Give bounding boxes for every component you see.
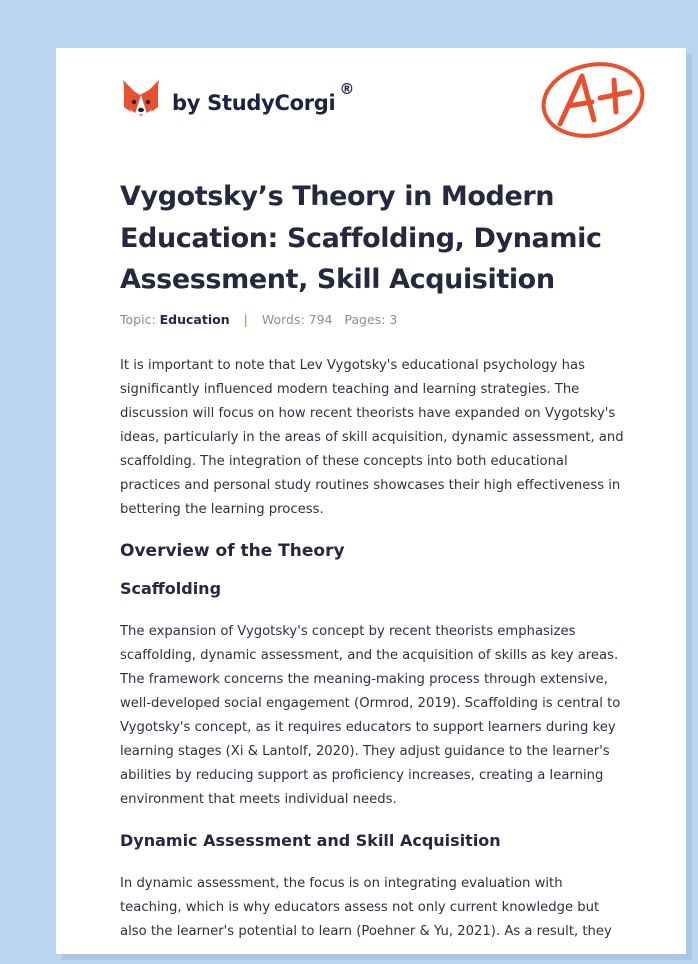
header	[120, 76, 354, 122]
dynamic-assessment-paragraph: In dynamic assessment, the focus is on integrating evaluation with teaching, which is why educators assess not only current knowledge but also the learner's potential to learn (Poehner & Yu, 2021). As a result, they	[120, 876, 612, 939]
intro-paragraph: It is important to note that Lev Vygotsky's educational psychology has significantly influenced modern teaching and learning strategies. The discussion will focus on how recent theorists have expanded on Vygotsky's ideas, particularly in the areas of skill acquisition, dynamic assessment, and scaffolding. The integration of these concepts into both educational practices and personal study routines showcases their high effectiveness in bettering the learning process.	[120, 358, 624, 517]
meta-separator: |	[243, 312, 248, 327]
word-count: Words: 794	[261, 312, 333, 327]
registered-mark: ®	[339, 80, 355, 98]
scaffolding-paragraph: The expansion of Vygotsky's concept by recent theorists emphasizes scaffolding, dynamic assessment, and the acquisition of skills as key areas. The framework concerns the meaning-making process through extensive, well-developed social engagement (Ormrod, 2019). Scaffolding is central to Vygotsky's concept, as it requires educators to support learners during key learning stages (Xi & Lantolf, 2020). They adjust guidance to the learner's abilities by reducing support as proficiency increases, creating a learning environment that meets individual needs.	[120, 624, 621, 807]
corgi-icon	[120, 77, 162, 121]
article-title: Vygotsky’s Theory in Modern Education: Scaffolding, Dynamic Assessment, Skill Acquisition	[120, 181, 602, 295]
document-page	[56, 48, 686, 954]
topic-label: Topic:	[120, 312, 156, 327]
article-body	[120, 354, 628, 954]
subsection-heading-scaffolding: Scaffolding	[120, 579, 222, 598]
article-meta	[120, 312, 397, 327]
subsection-heading-dynamic-assessment: Dynamic Assessment and Skill Acquisition	[120, 831, 501, 850]
brand-name[interactable]: by StudyCorgi	[172, 91, 336, 115]
section-heading: Overview of the Theory	[120, 541, 345, 561]
topic-link[interactable]: Education	[159, 312, 230, 327]
a-plus-grade-icon	[538, 58, 648, 140]
page-count: Pages: 3	[344, 312, 398, 327]
